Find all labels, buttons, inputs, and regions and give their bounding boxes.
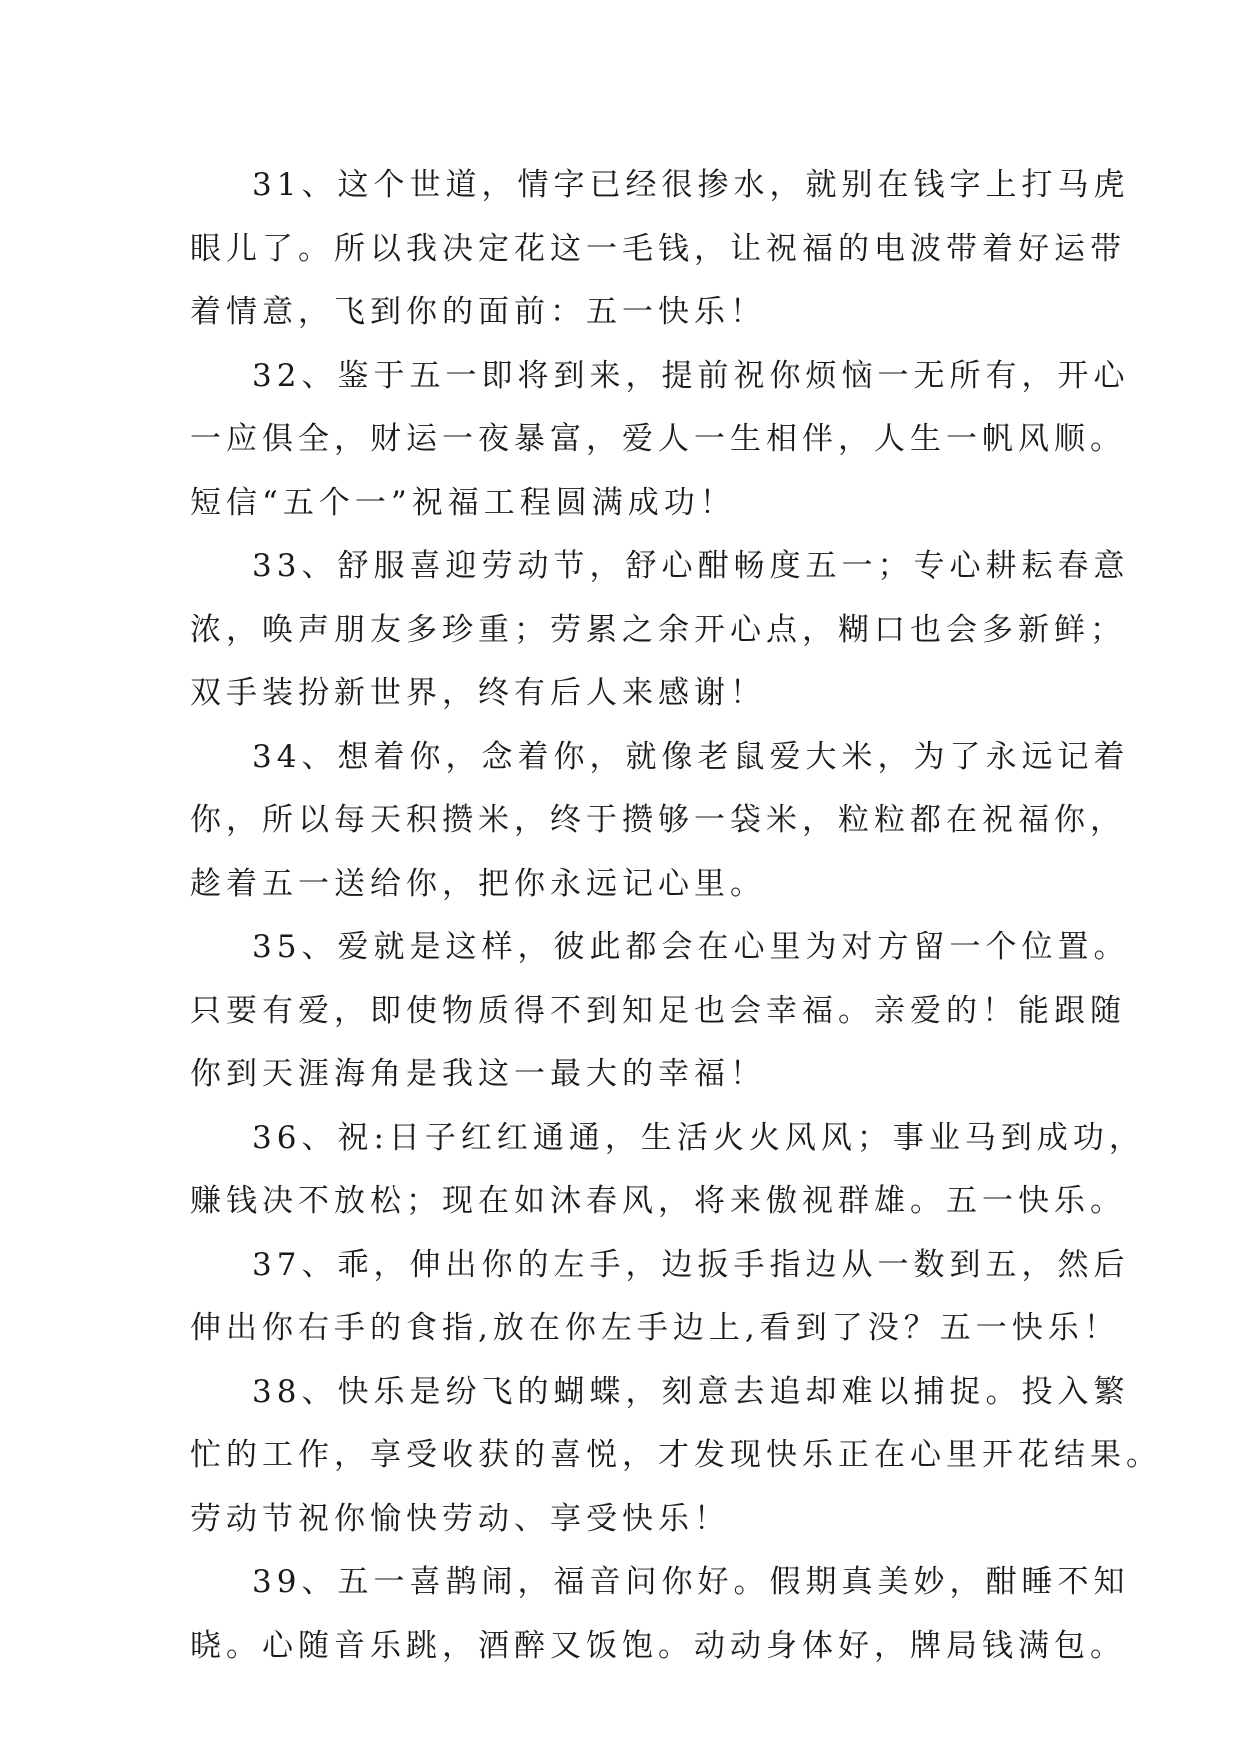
text-line: 你到天涯海角是我这一最大的幸福！ — [190, 1056, 766, 1092]
document-body — [190, 154, 1162, 1678]
text-line: 37、乖，伸出你的左手，边扳手指边从一数到五，然后 — [252, 1246, 1130, 1283]
text-line: 31、这个世道，情字已经很掺水，就别在钱字上打马虎 — [252, 167, 1130, 203]
text-line: 赚钱决不放松；现在如沐春风，将来傲视群雄。五一快乐。 — [190, 1183, 1126, 1219]
text-line: 双手装扮新世界，终有后人来感谢！ — [190, 675, 766, 711]
text-line: 短信“五个一”祝福工程圆满成功！ — [190, 484, 736, 521]
text-line: 32、鉴于五一即将到来，提前祝你烦恼一无所有，开心 — [252, 357, 1130, 394]
text-line: 趁着五一送给你，把你永远记心里。 — [190, 865, 766, 902]
text-line: 晓。心随音乐跳，酒醉又饭饱。动动身体好，牌局钱满包。 — [190, 1627, 1126, 1664]
text-line: 忙的工作，享受收获的喜悦，才发现快乐正在心里开花结果。 — [190, 1437, 1162, 1473]
text-line: 伸出你右手的食指,放在你左手边上,看到了没？五一快乐！ — [190, 1310, 1120, 1346]
text-line: 眼儿了。所以我决定花这一毛钱，让祝福的电波带着好运带 — [190, 230, 1126, 267]
text-line: 34、想着你，念着你，就像老鼠爱大米，为了永远记着 — [252, 738, 1130, 775]
text-line: 劳动节祝你愉快劳动、享受快乐！ — [190, 1500, 730, 1537]
text-line: 你，所以每天积攒米，终于攒够一袋米，粒粒都在祝福你， — [190, 802, 1126, 838]
text-line: 一应俱全，财运一夜暴富，爱人一生相伴，人生一帆风顺。 — [190, 421, 1126, 457]
text-line: 36、祝:日子红红通通，生活火火风风；事业马到成功， — [252, 1119, 1145, 1156]
text-line: 39、五一喜鹊闹，福音问你好。假期真美妙，酣睡不知 — [252, 1564, 1130, 1600]
text-line: 浓，唤声朋友多珍重；劳累之余开心点，糊口也会多新鲜； — [190, 611, 1126, 648]
text-line: 33、舒服喜迎劳动节，舒心酣畅度五一；专心耕耘春意 — [252, 548, 1130, 584]
text-line: 着情意，飞到你的面前：五一快乐！ — [190, 294, 766, 330]
text-line: 38、快乐是纷飞的蝴蝶，刻意去追却难以捕捉。投入繁 — [252, 1373, 1130, 1410]
text-line: 只要有爱，即使物质得不到知足也会幸福。亲爱的！能跟随 — [190, 992, 1126, 1029]
text-line: 35、爱就是这样，彼此都会在心里为对方留一个位置。 — [252, 929, 1130, 965]
